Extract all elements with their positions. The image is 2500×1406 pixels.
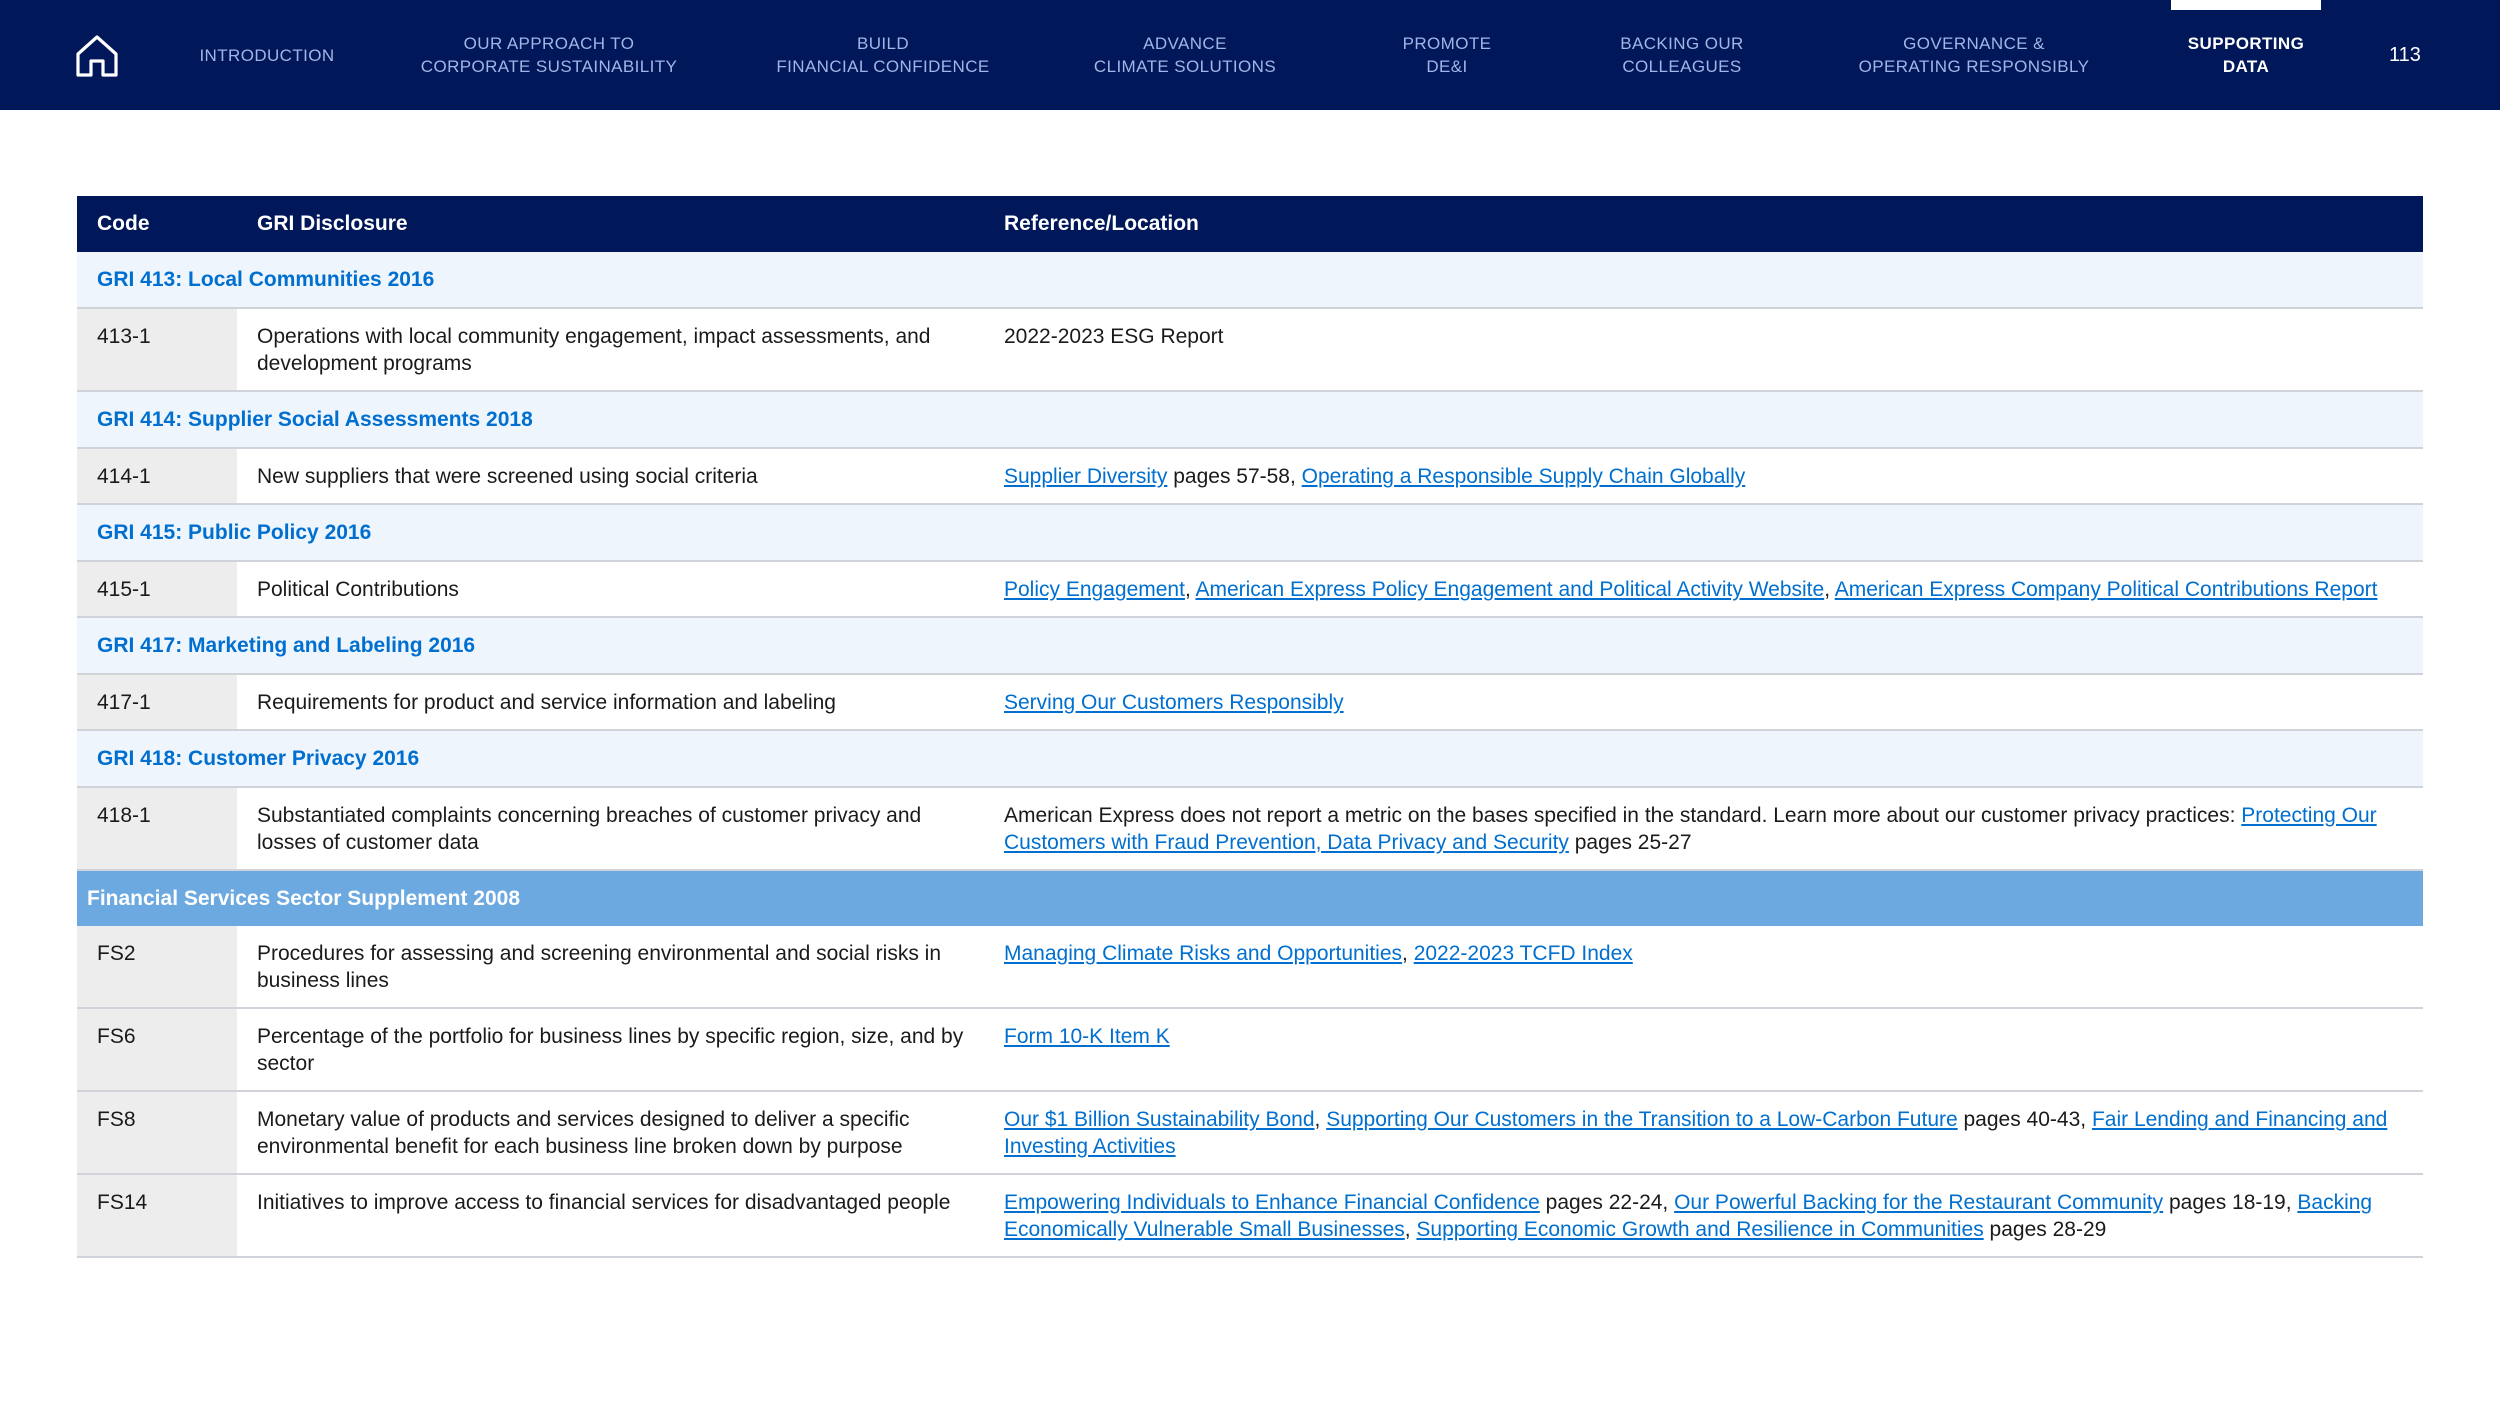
disclosure-description: Substantiated complaints concerning breaches of customer privacy and losses of customer data (237, 787, 984, 870)
reference-link[interactable]: Policy Engagement (1004, 578, 1185, 601)
disclosure-description: New suppliers that were screened using social criteria (237, 448, 984, 504)
reference-location (984, 448, 2423, 504)
table-row (77, 1008, 2423, 1091)
supplement-header-row (77, 870, 2423, 926)
table-row (77, 787, 2423, 870)
reference-location (984, 1091, 2423, 1174)
reference-link[interactable]: Supporting Economic Growth and Resilience in Communities (1416, 1218, 1984, 1241)
reference-link[interactable]: Supplier Diversity (1004, 465, 1168, 488)
reference-text: , (1314, 1108, 1327, 1131)
table-row (77, 308, 2423, 391)
disclosure-description: Procedures for assessing and screening environmental and social risks in business lines (237, 926, 984, 1008)
reference-text: 2022-2023 ESG Report (1004, 325, 1224, 348)
reference-text: , (1184, 578, 1196, 601)
reference-location (984, 787, 2423, 870)
reference-text: , (1402, 942, 1414, 965)
section-header-row (77, 617, 2423, 674)
home-icon (74, 34, 120, 78)
reference-text: pages 40-43, (1957, 1108, 2092, 1131)
table-header-row (77, 196, 2423, 252)
disclosure-code: 417-1 (77, 674, 237, 730)
reference-link[interactable]: Empowering Individuals to Enhance Financial Confidence (1004, 1191, 1540, 1214)
reference-link[interactable]: Form 10-K Item K (1004, 1025, 1170, 1048)
reference-link[interactable]: Managing Climate Risks and Opportunities (1004, 942, 1403, 965)
column-header-disclosure: GRI Disclosure (237, 196, 984, 252)
section-title: GRI 413: Local Communities 2016 (77, 252, 2423, 308)
reference-text: American Express does not report a metric on the bases specified in the standard. Learn more about our customer privacy practices: (1004, 804, 2242, 827)
nav-item-governance[interactable]: GOVERNANCE & OPERATING RESPONSIBLY (1858, 34, 2090, 76)
page-number: 113 (2389, 43, 2421, 66)
table-row (77, 1174, 2423, 1257)
section-title: Financial Services Sector Supplement 2008 (77, 870, 2423, 926)
disclosure-code: 413-1 (77, 308, 237, 391)
disclosure-description: Percentage of the portfolio for business lines by specific region, size, and by sector (237, 1008, 984, 1091)
reference-location (984, 926, 2423, 1008)
reference-link[interactable]: American Express Policy Engagement and Political Activity Website (1195, 578, 1825, 601)
reference-link[interactable]: Our $1 Billion Sustainability Bond (1004, 1108, 1315, 1131)
table-row (77, 448, 2423, 504)
table-row (77, 926, 2423, 1008)
section-header-row (77, 252, 2423, 308)
reference-text: pages 22-24, (1539, 1191, 1675, 1214)
disclosure-code: 414-1 (77, 448, 237, 504)
home-button[interactable] (74, 34, 120, 78)
section-header-row (77, 504, 2423, 561)
reference-link[interactable]: Operating a Responsible Supply Chain Globally (1301, 465, 1746, 488)
reference-link[interactable]: Serving Our Customers Responsibly (1004, 691, 1344, 714)
section-header-row (77, 391, 2423, 448)
reference-location (984, 1174, 2423, 1257)
nav-item-build[interactable]: BUILD FINANCIAL CONFIDENCE (776, 34, 990, 76)
reference-link[interactable]: Fair Lending and Financing and Investing Activities (1004, 1108, 2388, 1158)
nav-item-supporting[interactable]: SUPPORTING DATA (2171, 0, 2321, 110)
nav-item-backing-our[interactable]: BACKING OUR COLLEAGUES (1620, 34, 1744, 76)
disclosure-code: FS6 (77, 1008, 237, 1091)
reference-location (984, 1008, 2423, 1091)
reference-link[interactable]: American Express Company Political Contributions Report (1834, 578, 2378, 601)
disclosure-description: Requirements for product and service information and labeling (237, 674, 984, 730)
reference-location (984, 308, 2423, 391)
reference-text: pages 28-29 (1983, 1218, 2107, 1241)
disclosure-description: Operations with local community engagement, impact assessments, and development programs (237, 308, 984, 391)
gri-index-table (77, 196, 2423, 1258)
disclosure-code: FS14 (77, 1174, 237, 1257)
disclosure-description: Initiatives to improve access to financial services for disadvantaged people (237, 1174, 984, 1257)
disclosure-code: 415-1 (77, 561, 237, 617)
reference-link[interactable]: Protecting Our Customers with Fraud Prevention, Data Privacy and Security (1004, 804, 2377, 854)
reference-text: pages 18-19, (2163, 1191, 2298, 1214)
reference-location (984, 674, 2423, 730)
section-title: GRI 415: Public Policy 2016 (77, 504, 2423, 561)
section-title: GRI 417: Marketing and Labeling 2016 (77, 617, 2423, 674)
column-header-code: Code (77, 196, 237, 252)
reference-text: pages 25-27 (1568, 831, 1692, 854)
section-title: GRI 418: Customer Privacy 2016 (77, 730, 2423, 787)
table-row (77, 561, 2423, 617)
reference-text: , (1404, 1218, 1417, 1241)
table-row (77, 674, 2423, 730)
reference-text: pages 57-58, (1167, 465, 1302, 488)
nav-item-our-approach-to[interactable]: OUR APPROACH TO CORPORATE SUSTAINABILITY (420, 34, 678, 76)
disclosure-code: 418-1 (77, 787, 237, 870)
reference-link[interactable]: Supporting Our Customers in the Transition to a Low-Carbon Future (1326, 1108, 1958, 1131)
reference-text: , (1824, 578, 1835, 601)
nav-item-introduction[interactable]: INTRODUCTION (199, 45, 335, 65)
disclosure-code: FS8 (77, 1091, 237, 1174)
nav-item-advance[interactable]: ADVANCE CLIMATE SOLUTIONS (1093, 34, 1277, 76)
reference-link[interactable]: 2022-2023 TCFD Index (1413, 942, 1633, 965)
column-header-reference: Reference/Location (984, 196, 2423, 252)
reference-location (984, 561, 2423, 617)
disclosure-description: Monetary value of products and services designed to deliver a specific environmental benefit for each business line broken down by purpose (237, 1091, 984, 1174)
section-header-row (77, 730, 2423, 787)
disclosure-code: FS2 (77, 926, 237, 1008)
reference-link[interactable]: Backing Economically Vulnerable Small Businesses (1004, 1191, 2373, 1241)
nav-item-promote[interactable]: PROMOTE DE&I (1402, 34, 1492, 76)
top-navigation-bar (0, 0, 2500, 110)
table-row (77, 1091, 2423, 1174)
disclosure-description: Political Contributions (237, 561, 984, 617)
reference-link[interactable]: Our Powerful Backing for the Restaurant Community (1674, 1191, 2164, 1214)
section-title: GRI 414: Supplier Social Assessments 2018 (77, 391, 2423, 448)
